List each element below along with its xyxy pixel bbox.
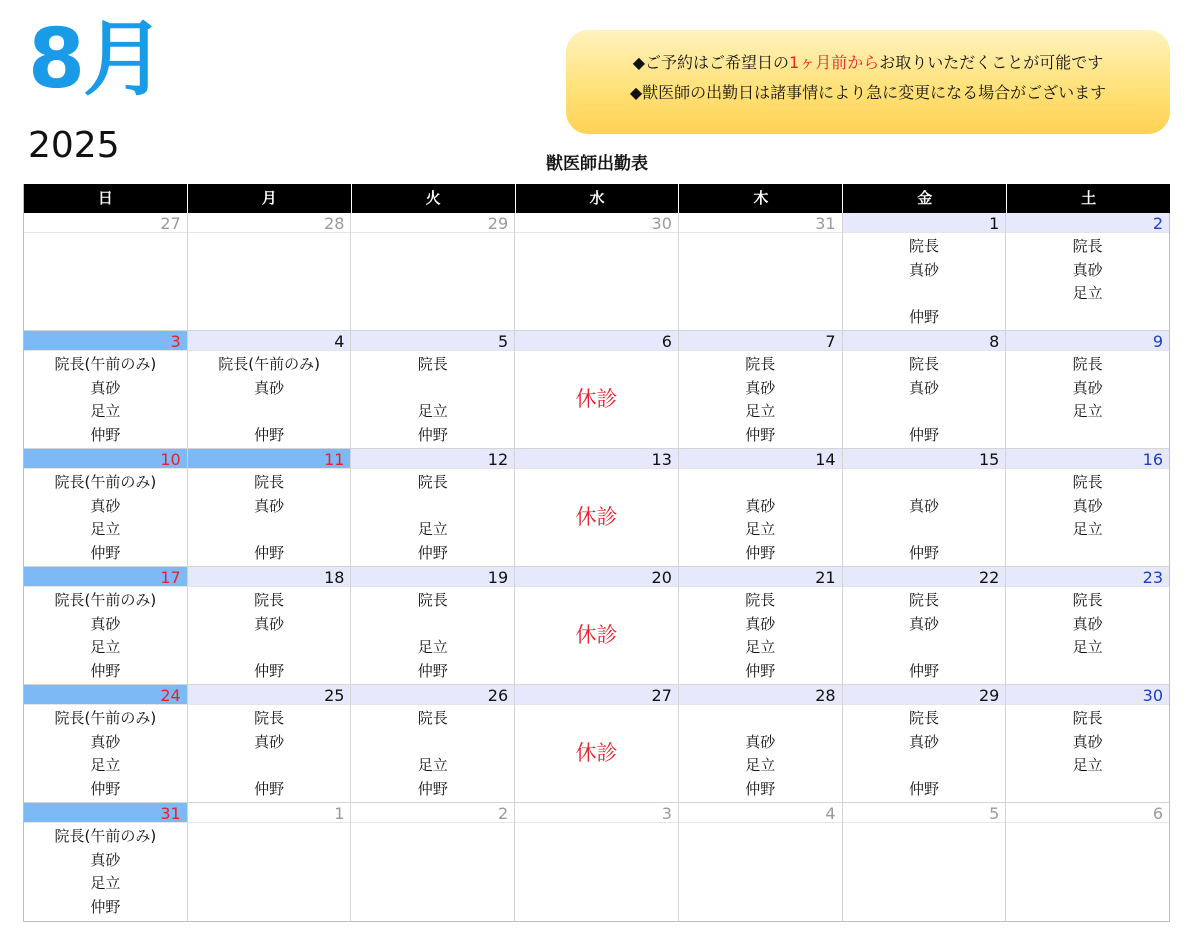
staff-name: 真砂 bbox=[908, 496, 939, 515]
staff-name: 院長 bbox=[254, 591, 285, 609]
staff-name: 仲野 bbox=[417, 425, 448, 444]
staff-list bbox=[843, 587, 1006, 683]
staff-name: 真砂 bbox=[1072, 378, 1103, 397]
staff-name: 真砂 bbox=[908, 260, 939, 279]
day-cell bbox=[351, 213, 515, 331]
day-number: 13 bbox=[515, 449, 678, 469]
weekday-header-sat: 土 bbox=[1081, 189, 1097, 207]
staff-name: 仲野 bbox=[417, 661, 448, 680]
day-cell bbox=[24, 567, 188, 685]
staff-name: 仲野 bbox=[745, 661, 776, 680]
day-cell bbox=[351, 803, 515, 921]
staff-name: 真砂 bbox=[90, 496, 121, 515]
staff-name bbox=[188, 636, 351, 660]
staff-name: 足立 bbox=[90, 520, 121, 538]
day-cell bbox=[679, 567, 843, 685]
staff-list bbox=[24, 469, 187, 565]
staff-name bbox=[1006, 424, 1169, 448]
staff-name: 仲野 bbox=[745, 779, 776, 798]
staff-name: 仲野 bbox=[90, 543, 121, 562]
staff-name: 仲野 bbox=[908, 661, 939, 680]
staff-list bbox=[679, 587, 842, 683]
day-number: 8 bbox=[843, 331, 1006, 351]
weekday-header-wed: 水 bbox=[516, 184, 680, 213]
notice-line-1-text-b: お取りいただくことが可能です bbox=[879, 53, 1104, 72]
staff-name: 仲野 bbox=[745, 425, 776, 444]
staff-name: 院長 bbox=[1072, 709, 1103, 727]
weekday-header-fri: 金 bbox=[843, 184, 1007, 213]
day-number: 26 bbox=[351, 685, 514, 705]
staff-list bbox=[679, 705, 842, 801]
staff-list bbox=[843, 705, 1006, 801]
staff-list bbox=[1006, 351, 1169, 447]
day-number: 27 bbox=[24, 213, 187, 233]
day-number: 29 bbox=[351, 213, 514, 233]
staff-name: 足立 bbox=[417, 520, 448, 538]
day-number: 19 bbox=[351, 567, 514, 587]
calendar-week-row bbox=[24, 685, 1170, 803]
day-cell bbox=[24, 331, 188, 449]
day-cell bbox=[351, 449, 515, 567]
day-cell bbox=[679, 803, 843, 921]
day-cell bbox=[1006, 567, 1170, 685]
day-number: 28 bbox=[188, 213, 351, 233]
staff-name: 足立 bbox=[745, 520, 776, 538]
staff-name: 院長(午前のみ) bbox=[54, 473, 157, 491]
day-cell bbox=[1006, 449, 1170, 567]
day-number: 11 bbox=[188, 449, 351, 469]
staff-name: 真砂 bbox=[90, 378, 121, 397]
day-cell bbox=[515, 567, 679, 685]
staff-name: 仲野 bbox=[745, 543, 776, 562]
notice-line-2: ◆獣医師の出勤日は諸事情により急に変更になる場合がございます bbox=[629, 83, 1107, 102]
day-cell bbox=[351, 685, 515, 803]
staff-name bbox=[843, 282, 1006, 306]
staff-name: 仲野 bbox=[90, 897, 121, 916]
day-number: 20 bbox=[515, 567, 678, 587]
staff-name: 院長 bbox=[417, 591, 448, 609]
day-number: 1 bbox=[188, 803, 351, 823]
day-number: 29 bbox=[843, 685, 1006, 705]
staff-name bbox=[351, 377, 514, 401]
staff-name: 真砂 bbox=[908, 378, 939, 397]
staff-name: 院長(午前のみ) bbox=[54, 709, 157, 727]
day-number: 14 bbox=[679, 449, 842, 469]
day-cell bbox=[843, 803, 1007, 921]
staff-name: 足立 bbox=[417, 638, 448, 656]
staff-list bbox=[24, 351, 187, 447]
calendar-week-row bbox=[24, 567, 1170, 685]
day-number: 2 bbox=[351, 803, 514, 823]
day-cell bbox=[843, 331, 1007, 449]
staff-list bbox=[24, 705, 187, 801]
staff-name: 仲野 bbox=[254, 661, 285, 680]
schedule-title: 獣医師出勤表 bbox=[546, 154, 648, 174]
staff-name: 院長 bbox=[417, 473, 448, 491]
staff-name: 足立 bbox=[90, 756, 121, 774]
staff-list bbox=[24, 823, 187, 919]
day-number: 15 bbox=[843, 449, 1006, 469]
day-cell bbox=[1006, 213, 1170, 331]
staff-name: 真砂 bbox=[254, 614, 285, 633]
day-number: 4 bbox=[188, 331, 351, 351]
staff-name: 真砂 bbox=[254, 732, 285, 751]
staff-name: 真砂 bbox=[1072, 260, 1103, 279]
staff-list bbox=[351, 351, 514, 447]
closed-label: 休診 bbox=[575, 623, 618, 647]
day-number: 22 bbox=[843, 567, 1006, 587]
staff-name bbox=[843, 636, 1006, 660]
staff-name: 仲野 bbox=[417, 779, 448, 798]
staff-name: 仲野 bbox=[90, 779, 121, 798]
staff-name: 仲野 bbox=[90, 661, 121, 680]
day-cell bbox=[24, 803, 188, 921]
day-cell bbox=[188, 213, 352, 331]
day-cell bbox=[188, 567, 352, 685]
staff-name: 真砂 bbox=[908, 732, 939, 751]
notice-line-1-text-a: ◆ご予約はご希望日の bbox=[632, 53, 790, 72]
staff-name: 真砂 bbox=[90, 850, 121, 869]
calendar-week-row bbox=[24, 331, 1170, 449]
day-cell bbox=[515, 685, 679, 803]
day-cell bbox=[679, 331, 843, 449]
staff-name: 仲野 bbox=[908, 543, 939, 562]
day-cell bbox=[843, 449, 1007, 567]
calendar-week-row bbox=[24, 213, 1170, 331]
calendar-body bbox=[24, 213, 1170, 921]
staff-name: 足立 bbox=[1072, 520, 1103, 538]
staff-name bbox=[188, 754, 351, 778]
day-cell bbox=[843, 685, 1007, 803]
staff-name: 院長 bbox=[417, 709, 448, 727]
staff-name: 真砂 bbox=[1072, 614, 1103, 633]
notice-box bbox=[566, 30, 1170, 134]
day-cell bbox=[188, 331, 352, 449]
staff-name bbox=[679, 471, 842, 495]
staff-name: 仲野 bbox=[908, 779, 939, 798]
notice-line-1-highlight: 1ヶ月前から bbox=[789, 53, 880, 72]
day-cell bbox=[515, 331, 679, 449]
day-number: 1 bbox=[843, 213, 1006, 233]
staff-name bbox=[843, 518, 1006, 542]
staff-list bbox=[351, 705, 514, 801]
staff-name: 真砂 bbox=[254, 378, 285, 397]
staff-name: 足立 bbox=[417, 756, 448, 774]
weekday-header-row bbox=[24, 184, 1170, 213]
staff-name: 院長 bbox=[254, 709, 285, 727]
day-cell bbox=[515, 213, 679, 331]
staff-name: 足立 bbox=[1072, 402, 1103, 420]
staff-name bbox=[351, 495, 514, 519]
staff-name: 院長 bbox=[1072, 237, 1103, 255]
staff-list bbox=[1006, 587, 1169, 683]
day-number: 5 bbox=[843, 803, 1006, 823]
day-number: 24 bbox=[24, 685, 187, 705]
staff-name bbox=[679, 707, 842, 731]
staff-list bbox=[188, 705, 351, 801]
day-number: 16 bbox=[1006, 449, 1169, 469]
staff-name: 仲野 bbox=[908, 425, 939, 444]
staff-name: 足立 bbox=[417, 402, 448, 420]
day-cell bbox=[1006, 803, 1170, 921]
staff-name: 院長(午前のみ) bbox=[218, 355, 320, 373]
staff-name: 院長 bbox=[908, 355, 939, 373]
staff-name: 院長(午前のみ) bbox=[54, 827, 157, 845]
day-number: 2 bbox=[1006, 213, 1169, 233]
weekday-header-thu: 木 bbox=[679, 184, 843, 213]
day-number: 30 bbox=[515, 213, 678, 233]
staff-name: 院長(午前のみ) bbox=[54, 355, 157, 373]
calendar-week-row bbox=[24, 803, 1170, 921]
staff-list bbox=[1006, 469, 1169, 565]
staff-name: 院長 bbox=[1072, 473, 1103, 491]
staff-name bbox=[1006, 306, 1169, 330]
day-cell bbox=[843, 213, 1007, 331]
day-number: 12 bbox=[351, 449, 514, 469]
staff-name: 仲野 bbox=[254, 779, 285, 798]
staff-name: 真砂 bbox=[745, 496, 776, 515]
staff-name: 院長 bbox=[254, 473, 285, 491]
weekday-header-tue: 火 bbox=[352, 184, 516, 213]
month-heading: 8月 bbox=[28, 12, 164, 107]
staff-list bbox=[351, 469, 514, 565]
day-cell bbox=[843, 567, 1007, 685]
day-cell bbox=[515, 803, 679, 921]
staff-list bbox=[679, 351, 842, 447]
day-cell bbox=[188, 449, 352, 567]
staff-name: 院長 bbox=[417, 355, 448, 373]
staff-name bbox=[1006, 660, 1169, 684]
day-cell bbox=[351, 567, 515, 685]
staff-name bbox=[843, 471, 1006, 495]
staff-name: 院長 bbox=[1072, 355, 1103, 373]
staff-name: 仲野 bbox=[254, 543, 285, 562]
day-number: 18 bbox=[188, 567, 351, 587]
staff-list bbox=[843, 351, 1006, 447]
staff-list bbox=[843, 469, 1006, 565]
day-cell bbox=[24, 685, 188, 803]
staff-name: 足立 bbox=[745, 756, 776, 774]
staff-list bbox=[351, 587, 514, 683]
closed-label: 休診 bbox=[575, 505, 618, 529]
staff-name: 足立 bbox=[90, 402, 121, 420]
day-number: 6 bbox=[515, 331, 678, 351]
day-number: 30 bbox=[1006, 685, 1169, 705]
closed-label: 休診 bbox=[575, 741, 618, 765]
staff-name: 仲野 bbox=[417, 543, 448, 562]
staff-name: 足立 bbox=[1072, 284, 1103, 302]
staff-name: 真砂 bbox=[90, 614, 121, 633]
day-number: 27 bbox=[515, 685, 678, 705]
staff-name: 院長 bbox=[745, 355, 776, 373]
staff-name: 仲野 bbox=[254, 425, 285, 444]
day-cell bbox=[679, 449, 843, 567]
day-number: 9 bbox=[1006, 331, 1169, 351]
staff-name: 足立 bbox=[90, 874, 121, 892]
day-number: 31 bbox=[679, 213, 842, 233]
staff-name: 真砂 bbox=[1072, 496, 1103, 515]
closed-label: 休診 bbox=[575, 387, 618, 411]
staff-name: 院長 bbox=[745, 591, 776, 609]
staff-list bbox=[24, 587, 187, 683]
day-cell bbox=[24, 449, 188, 567]
calendar-table bbox=[23, 184, 1170, 922]
staff-name: 真砂 bbox=[908, 614, 939, 633]
day-number: 6 bbox=[1006, 803, 1169, 823]
day-number: 7 bbox=[679, 331, 842, 351]
staff-name: 足立 bbox=[745, 638, 776, 656]
day-cell bbox=[515, 449, 679, 567]
staff-name: 真砂 bbox=[254, 496, 285, 515]
day-cell bbox=[351, 331, 515, 449]
day-number: 4 bbox=[679, 803, 842, 823]
notice-line-1 bbox=[566, 48, 1170, 78]
staff-name: 院長 bbox=[908, 591, 939, 609]
weekday-header-mon: 月 bbox=[188, 184, 352, 213]
staff-name: 院長 bbox=[908, 709, 939, 727]
staff-name: 院長 bbox=[1072, 591, 1103, 609]
day-number: 23 bbox=[1006, 567, 1169, 587]
weekday-header-sun: 日 bbox=[24, 184, 188, 213]
staff-name: 仲野 bbox=[90, 425, 121, 444]
staff-list bbox=[188, 587, 351, 683]
staff-name bbox=[188, 400, 351, 424]
staff-name: 真砂 bbox=[745, 732, 776, 751]
staff-name bbox=[843, 754, 1006, 778]
day-number: 5 bbox=[351, 331, 514, 351]
day-cell bbox=[679, 213, 843, 331]
staff-name bbox=[351, 731, 514, 755]
staff-name: 真砂 bbox=[1072, 732, 1103, 751]
staff-name: 足立 bbox=[1072, 756, 1103, 774]
year-heading: 2025 bbox=[28, 125, 120, 166]
day-cell bbox=[1006, 685, 1170, 803]
staff-name: 真砂 bbox=[745, 614, 776, 633]
staff-name: 真砂 bbox=[745, 378, 776, 397]
day-number: 28 bbox=[679, 685, 842, 705]
calendar-week-row bbox=[24, 449, 1170, 567]
day-number: 10 bbox=[24, 449, 187, 469]
day-number: 21 bbox=[679, 567, 842, 587]
staff-name: 足立 bbox=[90, 638, 121, 656]
day-number: 17 bbox=[24, 567, 187, 587]
day-cell bbox=[679, 685, 843, 803]
day-cell bbox=[24, 213, 188, 331]
staff-name bbox=[1006, 542, 1169, 566]
day-cell bbox=[188, 803, 352, 921]
staff-list bbox=[188, 469, 351, 565]
staff-name: 足立 bbox=[1072, 638, 1103, 656]
staff-list bbox=[679, 469, 842, 565]
staff-name: 院長(午前のみ) bbox=[54, 591, 157, 609]
staff-name bbox=[1006, 778, 1169, 802]
day-cell bbox=[1006, 331, 1170, 449]
staff-name bbox=[351, 613, 514, 637]
staff-name: 真砂 bbox=[90, 732, 121, 751]
staff-list bbox=[1006, 233, 1169, 329]
staff-name: 足立 bbox=[745, 402, 776, 420]
day-number: 3 bbox=[24, 331, 187, 351]
staff-name bbox=[843, 400, 1006, 424]
day-number: 31 bbox=[24, 803, 187, 823]
staff-name bbox=[188, 518, 351, 542]
staff-list bbox=[843, 233, 1006, 329]
staff-list bbox=[188, 351, 351, 447]
day-number: 3 bbox=[515, 803, 678, 823]
staff-name: 院長 bbox=[908, 237, 939, 255]
staff-name: 仲野 bbox=[908, 307, 939, 326]
staff-list bbox=[1006, 705, 1169, 801]
day-cell bbox=[188, 685, 352, 803]
day-number: 25 bbox=[188, 685, 351, 705]
